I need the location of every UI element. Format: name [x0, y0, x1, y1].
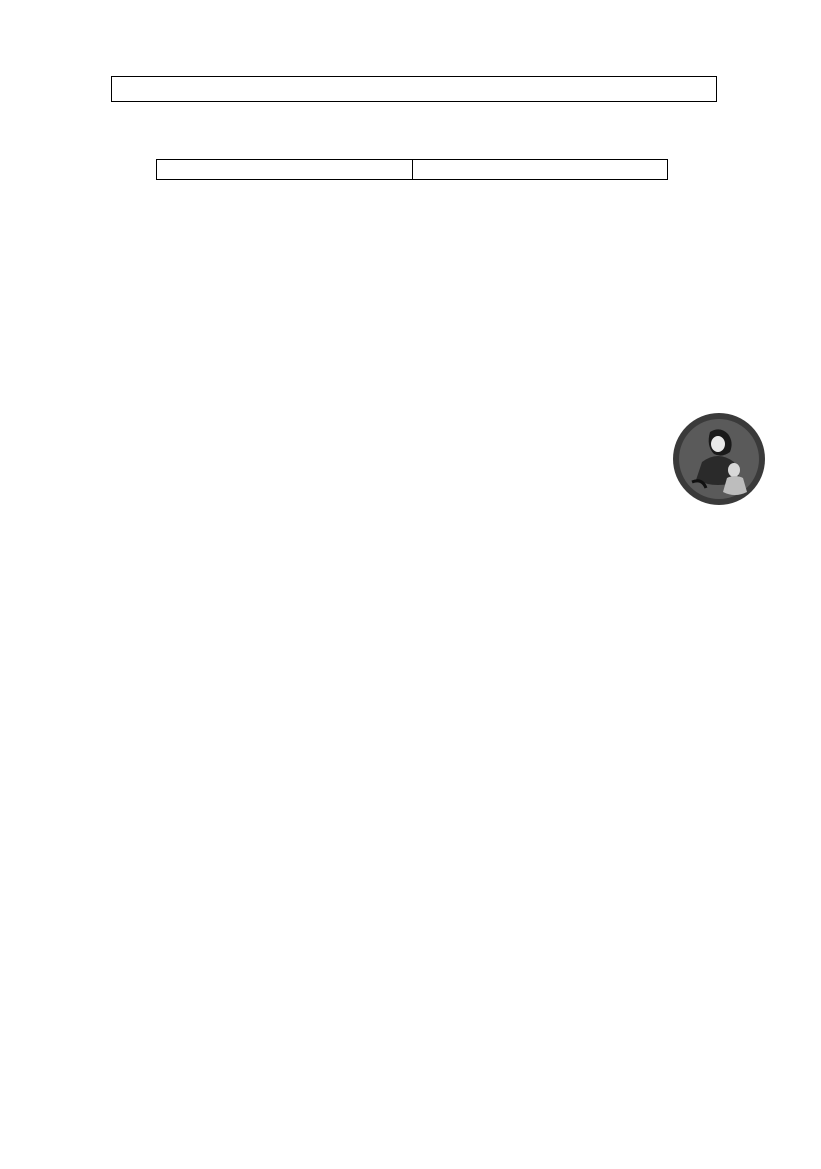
singular-plural-table: [156, 159, 668, 180]
header-plural: [412, 160, 668, 180]
page-title: [111, 76, 717, 102]
mother-child-clipart: [672, 412, 766, 506]
header-singular: [157, 160, 413, 180]
